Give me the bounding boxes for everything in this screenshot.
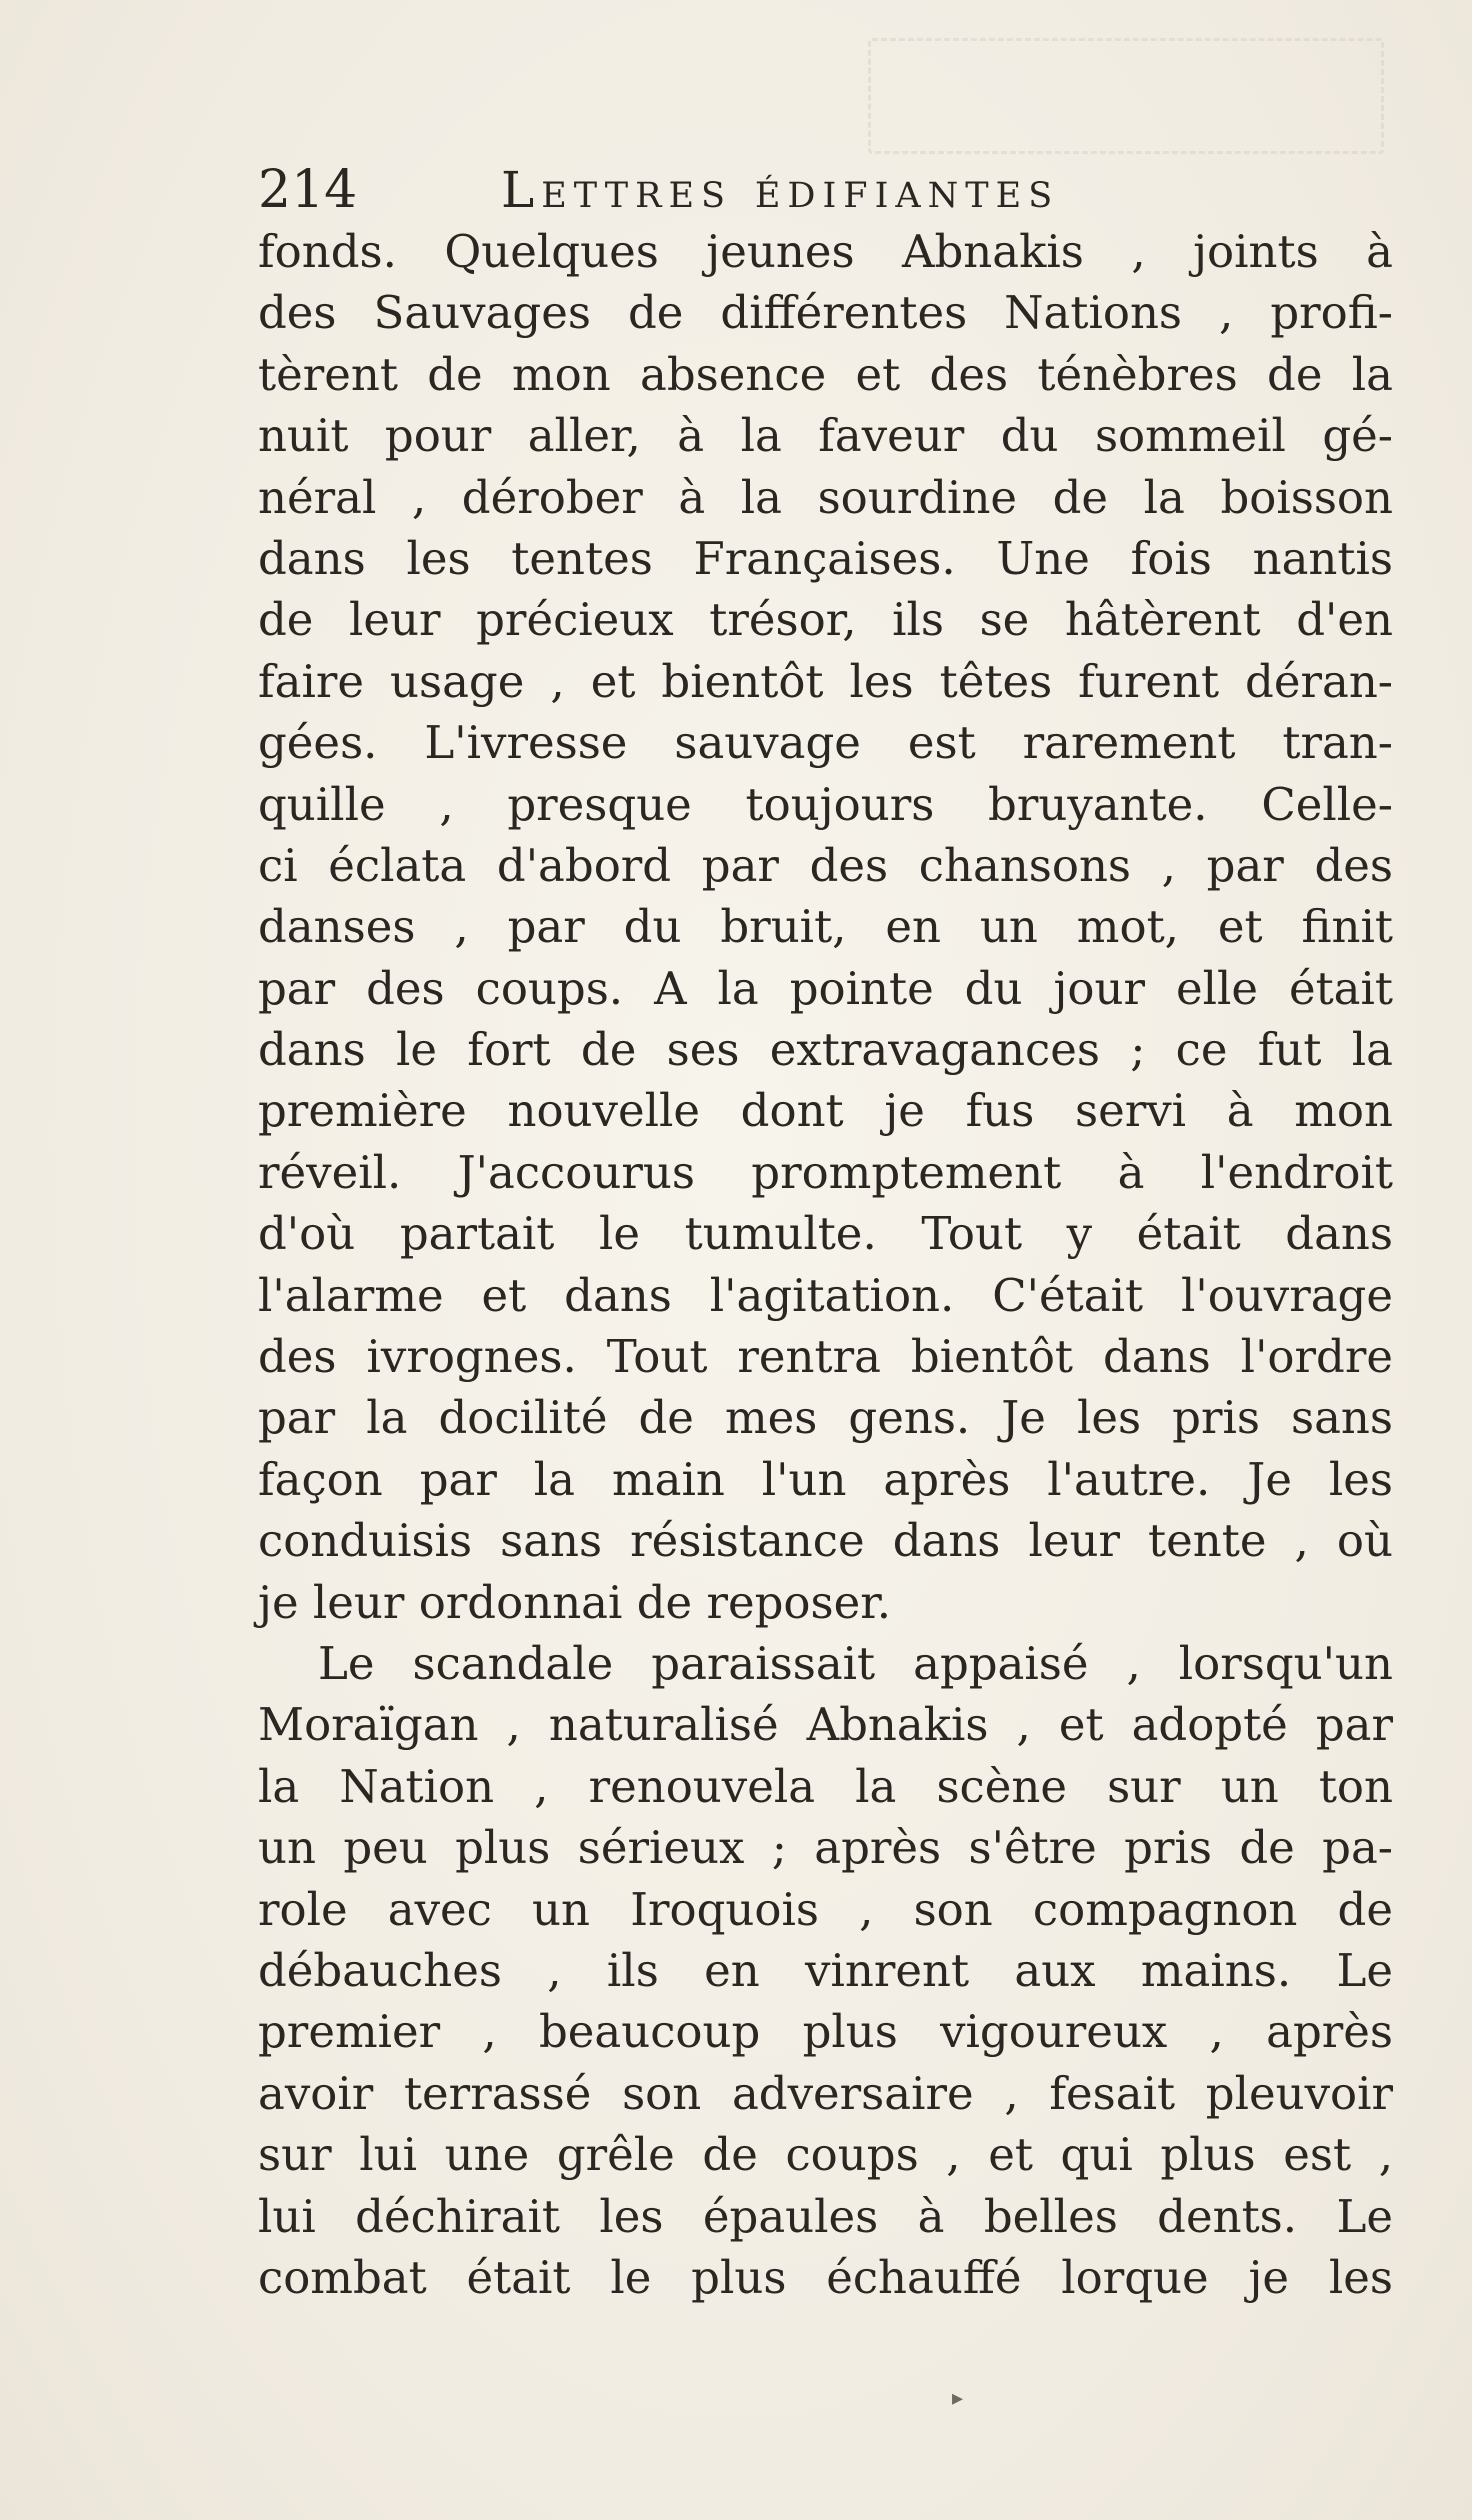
text-line: première nouvelle dont je fus servi à mon <box>258 1084 1393 1138</box>
text-line: par la docilité de mes gens. Je les pris sans <box>258 1391 1393 1445</box>
text-line: Moraïgan , naturalisé Abnakis , et adopté par <box>258 1698 1393 1752</box>
text-line: role avec un Iroquois , son compagnon de <box>258 1882 1393 1936</box>
page-header <box>258 160 1258 220</box>
text-line: ci éclata d'abord par des chansons , par des <box>258 838 1393 892</box>
text-line: des Sauvages de différentes Nations , profi- <box>258 286 1393 340</box>
text-line: dans le fort de ses extravagances ; ce fut la <box>258 1023 1393 1077</box>
text-line: des ivrognes. Tout rentra bientôt dans l'ordre <box>258 1330 1393 1384</box>
library-stamp <box>868 38 1384 154</box>
text-line: de leur précieux trésor, ils se hâtèrent d'en <box>258 593 1393 647</box>
text-line: néral , dérober à la sourdine de la boisson <box>258 470 1393 524</box>
text-line: tèrent de mon absence et des ténèbres de la <box>258 347 1393 401</box>
text-line: sur lui une grêle de coups , et qui plus est , <box>258 2128 1393 2182</box>
text-line: combat était le plus échauffé lorque je les <box>258 2250 1393 2304</box>
text-line: quille , presque toujours bruyante. Celle- <box>258 777 1393 831</box>
paragraph-end-line: je leur ordonnai de reposer. <box>258 1575 892 1629</box>
text-line: avoir terrassé son adversaire , fesait pleuvoir <box>258 2066 1393 2120</box>
text-line: façon par la main l'un après l'autre. Je les <box>258 1452 1393 1506</box>
paragraph-start-line: Le scandale paraissait appaisé , lorsqu'un <box>318 1636 1393 1690</box>
text-line: conduisis sans résistance dans leur tente , où <box>258 1514 1393 1568</box>
text-line: fonds. Quelques jeunes Abnakis , joints à <box>258 225 1393 278</box>
text-line: lui déchirait les épaules à belles dents. Le <box>258 2189 1393 2243</box>
text-line: débauches , ils en vinrent aux mains. Le <box>258 1943 1393 1997</box>
text-line: faire usage , et bientôt les têtes furent déran- <box>258 654 1393 708</box>
text-line: premier , beaucoup plus vigoureux , après <box>258 2005 1393 2059</box>
text-line: par des coups. A la pointe du jour elle était <box>258 961 1393 1015</box>
text-line: d'où partait le tumulte. Tout y était dans <box>258 1207 1393 1261</box>
text-line: réveil. J'accourus promptement à l'endroit <box>258 1145 1393 1199</box>
signature-mark: ▸ <box>952 2386 964 2411</box>
body-text <box>258 221 1393 2308</box>
text-line: l'alarme et dans l'agitation. C'était l'ouvrage <box>258 1268 1393 1322</box>
text-line: nuit pour aller, à la faveur du sommeil gé- <box>258 409 1393 463</box>
text-line: la Nation , renouvela la scène sur un ton <box>258 1759 1393 1813</box>
text-line: danses , par du bruit, en un mot, et finit <box>258 900 1393 954</box>
text-line: dans les tentes Françaises. Une fois nantis <box>258 531 1393 585</box>
text-line: un peu plus sérieux ; après s'être pris de pa- <box>258 1821 1393 1875</box>
text-line: gées. L'ivresse sauvage est rarement tran- <box>258 716 1393 770</box>
page-number: 214 <box>258 160 358 220</box>
running-title: Lettres édifiantes <box>501 161 1060 219</box>
